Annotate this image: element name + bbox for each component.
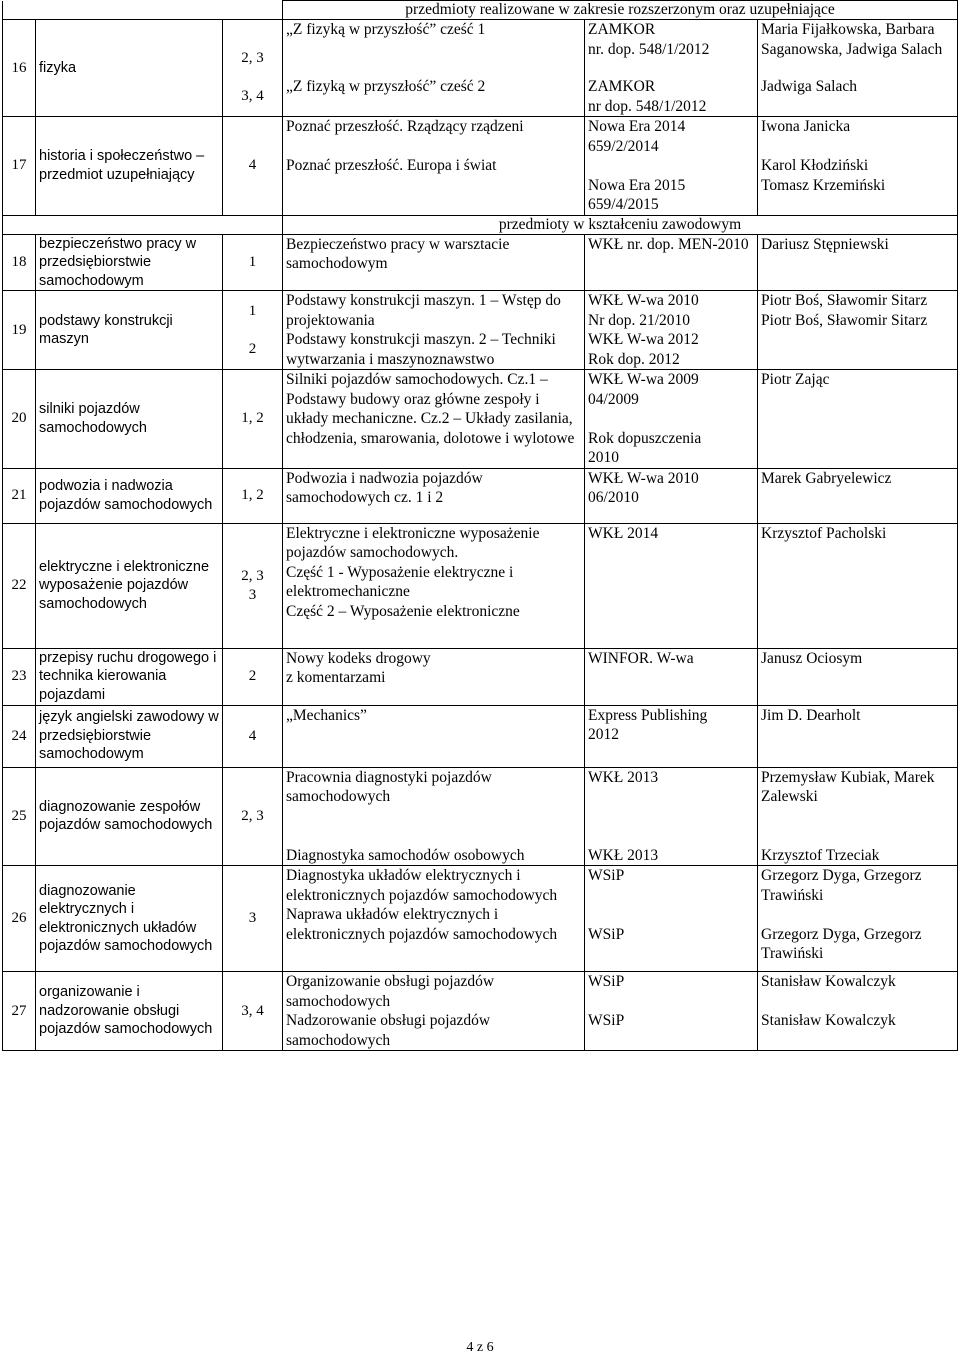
class-cell	[223, 972, 283, 1051]
section-extended: przedmioty realizowane w zakresie rozszerzonym oraz uzupełniające	[283, 1, 958, 20]
book-author: Przemysław Kubiak, Marek Zalewski Krzysztof Trzeciak	[761, 768, 935, 864]
table-row	[3, 705, 958, 767]
book-title: Podwozia i nadwozia pojazdów samochodowych cz. 1 i 2	[286, 469, 483, 506]
table-row	[3, 523, 958, 648]
table-row	[3, 972, 958, 1051]
author-cell	[758, 767, 958, 866]
book-author: Marek Gabryelewicz	[761, 469, 892, 487]
book-title: „Z fizyką w przyszłość” cześć 1	[286, 21, 486, 38]
class-cell	[223, 291, 283, 370]
section-extended-row	[3, 1, 958, 20]
row-number: 26	[3, 866, 36, 972]
author-cell	[758, 468, 958, 523]
book-title: Organizowanie obsługi pojazdów samochodowych Nadzorowanie obsługi pojazdów samochodowych	[286, 973, 495, 1049]
book-author: Jim D. Dearholt	[761, 706, 861, 724]
subject-name: język angielski zawodowy w przedsiębiorstwie samochodowym	[36, 705, 223, 767]
book-class: 4	[248, 157, 257, 174]
author-cell	[758, 234, 958, 291]
book-class: 1, 2	[241, 410, 264, 427]
book-publisher: WKŁ 2014	[588, 524, 659, 542]
author-cell	[758, 866, 958, 972]
row-number: 23	[3, 648, 36, 705]
publisher-cell	[585, 468, 758, 523]
publisher-cell	[585, 648, 758, 705]
title-cell	[283, 370, 585, 469]
book-class: 2, 3	[241, 807, 264, 824]
book-publisher: WSiP WSiP	[588, 973, 625, 1029]
table-row	[3, 234, 958, 291]
book-title: Poznać przeszłość. Rządzący rządzeni Poznać przeszłość. Europa i świat	[286, 118, 524, 174]
book-class: 3, 4	[241, 88, 264, 104]
publisher-cell	[585, 370, 758, 469]
book-title: Nowy kodeks drogowy z komentarzami	[286, 649, 431, 686]
class-cell	[223, 20, 283, 117]
book-publisher: Express Publishing 2012	[588, 706, 708, 743]
section-spacer	[3, 215, 283, 234]
publisher-cell	[585, 20, 758, 117]
title-cell	[283, 117, 585, 216]
page-number: 4 z 6	[466, 1340, 494, 1355]
author-cell	[758, 370, 958, 469]
book-author: Dariusz Stępniewski	[761, 235, 889, 253]
book-author: Stanisław Kowalczyk Stanisław Kowalczyk	[761, 973, 896, 1029]
section-vocational-row	[3, 215, 958, 234]
class-cell	[223, 523, 283, 648]
book-publisher: WKŁ W-wa 2009 04/2009 Rok dopuszczenia 2010	[588, 371, 702, 466]
table-row	[3, 468, 958, 523]
book-publisher: Nowa Era 2014 659/2/2014 Nowa Era 2015 659/4/2015	[588, 118, 686, 213]
section-vocational: przedmioty w kształceniu zawodowym	[283, 215, 958, 234]
class-cell	[223, 234, 283, 291]
row-number: 16	[3, 20, 36, 117]
book-class: 2, 3	[241, 50, 264, 66]
book-title: Silniki pojazdów samochodowych. Cz.1 – Podstawy budowy oraz główne zespoły i układy mechaniczne. Cz.2 – Układy zasilania, chłodzenia, smarowania, dolotowe i wylotowe	[286, 371, 575, 447]
book-class: 1 2	[248, 302, 257, 357]
subject-name: diagnozowanie zespołów pojazdów samochodowych	[36, 767, 223, 866]
author-cell	[758, 20, 958, 117]
book-publisher: WKŁ W-wa 2010 06/2010	[588, 469, 699, 506]
title-cell	[283, 468, 585, 523]
book-publisher: ZAMKOR nr dop. 548/1/2012	[588, 78, 707, 115]
book-publisher: WKŁ 2013 WKŁ 2013	[588, 768, 659, 864]
book-class: 3	[248, 910, 257, 926]
author-cell	[758, 291, 958, 370]
author-cell	[758, 117, 958, 216]
book-publisher: WKŁ nr. dop. MEN-2010	[588, 235, 749, 253]
book-publisher: WSiP WSiP	[588, 867, 625, 943]
row-number: 24	[3, 705, 36, 767]
publisher-cell	[585, 866, 758, 972]
row-number: 21	[3, 468, 36, 523]
section-spacer	[3, 1, 283, 20]
book-class: 1, 2	[241, 487, 264, 503]
book-class: 3, 4	[241, 1002, 264, 1019]
book-author: Iwona Janicka Karol Kłodziński Tomasz Krzemiński	[761, 118, 886, 194]
author-cell	[758, 972, 958, 1051]
book-class: 4	[248, 727, 257, 744]
book-title: „Z fizyką w przyszłość” cześć 2	[286, 78, 486, 95]
book-author: Janusz Ociosym	[761, 649, 863, 667]
table-row	[3, 767, 958, 866]
class-cell	[223, 866, 283, 972]
author-cell	[758, 523, 958, 648]
table-row	[3, 370, 958, 469]
table-row	[3, 866, 958, 972]
book-author: Piotr Zając	[761, 371, 830, 388]
title-cell	[283, 20, 585, 117]
book-title: Pracownia diagnostyki pojazdów samochodowych Diagnostyka samochodów osobowych	[286, 768, 525, 864]
title-cell	[283, 648, 585, 705]
class-cell	[223, 705, 283, 767]
publisher-cell	[585, 972, 758, 1051]
publisher-cell	[585, 117, 758, 216]
subject-name: elektryczne i elektroniczne wyposażenie pojazdów samochodowych	[36, 523, 223, 648]
book-author: Jadwiga Salach	[761, 78, 857, 95]
author-cell	[758, 648, 958, 705]
book-title: Bezpieczeństwo pracy w warsztacie samochodowym	[286, 235, 510, 272]
table-row	[3, 117, 958, 216]
table-row	[3, 648, 958, 705]
title-cell	[283, 291, 585, 370]
table-row	[3, 291, 958, 370]
textbook-table	[2, 0, 958, 1051]
book-author: Maria Fijałkowska, Barbara Saganowska, Jadwiga Salach	[761, 21, 943, 58]
book-publisher: WINFOR. W-wa	[588, 649, 694, 667]
title-cell	[283, 972, 585, 1051]
title-cell	[283, 767, 585, 866]
row-number: 20	[3, 370, 36, 469]
book-title: „Mechanics”	[286, 706, 367, 724]
subject-name: podstawy konstrukcji maszyn	[36, 291, 223, 370]
book-class: 2, 3 3	[241, 567, 264, 603]
publisher-cell	[585, 234, 758, 291]
publisher-cell	[585, 767, 758, 866]
publisher-cell	[585, 291, 758, 370]
subject-name: podwozia i nadwozia pojazdów samochodowych	[36, 468, 223, 523]
publisher-cell	[585, 705, 758, 767]
subject-name: diagnozowanie elektrycznych i elektronicznych układów pojazdów samochodowych	[36, 866, 223, 972]
title-cell	[283, 523, 585, 648]
row-number: 27	[3, 972, 36, 1051]
title-cell	[283, 234, 585, 291]
subject-name: bezpieczeństwo pracy w przedsiębiorstwie samochodowym	[36, 234, 223, 291]
row-number: 22	[3, 523, 36, 648]
subject-name: historia i społeczeństwo – przedmiot uzupełniający	[36, 117, 223, 216]
book-author: Grzegorz Dyga, Grzegorz Trawiński Grzegorz Dyga, Grzegorz Trawiński	[761, 867, 922, 962]
subject-name: silniki pojazdów samochodowych	[36, 370, 223, 469]
book-publisher: WKŁ W-wa 2010 Nr dop. 21/2010 WKŁ W-wa 2012 Rok dop. 2012	[588, 292, 699, 368]
row-number: 17	[3, 117, 36, 216]
class-cell	[223, 468, 283, 523]
row-number: 19	[3, 291, 36, 370]
book-title: Podstawy konstrukcji maszyn. 1 – Wstęp do projektowania Podstawy konstrukcji maszyn. 2 – Techniki wytwarzania i maszynoznawstwo	[286, 292, 561, 368]
title-cell	[283, 866, 585, 972]
class-cell	[223, 117, 283, 216]
book-title: Elektryczne i elektroniczne wyposażenie pojazdów samochodowych. Część 1 - Wyposażenie elektryczne i elektromechaniczne Część 2 – Wyposażenie elektroniczne	[286, 524, 540, 620]
title-cell	[283, 705, 585, 767]
class-cell	[223, 648, 283, 705]
subject-name: fizyka	[36, 20, 223, 117]
book-author: Piotr Boś, Sławomir Sitarz Piotr Boś, Sławomir Sitarz	[761, 292, 928, 329]
book-class: 1	[248, 253, 257, 270]
row-number: 25	[3, 767, 36, 866]
class-cell	[223, 370, 283, 469]
subject-name: przepisy ruchu drogowego i technika kierowania pojazdami	[36, 648, 223, 705]
publisher-cell	[585, 523, 758, 648]
book-publisher: ZAMKOR nr. dop. 548/1/2012	[588, 21, 710, 58]
class-cell	[223, 767, 283, 866]
book-class: 2	[248, 668, 257, 684]
row-number: 18	[3, 234, 36, 291]
book-title: Diagnostyka układów elektrycznych i elektronicznych pojazdów samochodowych Naprawa układów elektrycznych i elektronicznych pojazdów samochodowych	[286, 867, 558, 943]
table-row	[3, 20, 958, 117]
subject-name: organizowanie i nadzorowanie obsługi pojazdów samochodowych	[36, 972, 223, 1051]
book-author: Krzysztof Pacholski	[761, 524, 887, 542]
author-cell	[758, 705, 958, 767]
